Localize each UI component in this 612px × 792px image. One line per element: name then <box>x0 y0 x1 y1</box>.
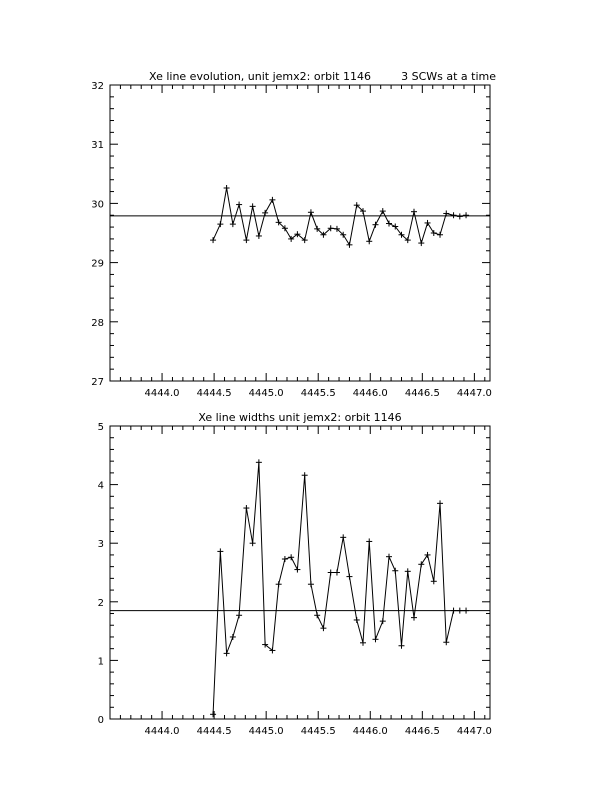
panel2-y-tick-label: 3 <box>97 539 104 551</box>
panel1-title-right: 3 SCWs at a time <box>401 70 496 83</box>
panel2-data-point <box>334 570 340 576</box>
panel2-data-point <box>372 636 378 642</box>
panel1-data-point <box>346 242 352 248</box>
panel2-data-point <box>282 556 288 562</box>
panel1-data-point <box>451 212 457 218</box>
panel2-plot-frame <box>110 426 490 719</box>
panel1-series-line <box>213 188 466 245</box>
panel2-data-point <box>210 711 216 717</box>
panel1-data-point <box>236 202 242 208</box>
panel2-data-point <box>399 643 405 649</box>
panel2-data-point <box>392 568 398 574</box>
panel2-data-point <box>224 650 230 656</box>
panel2-data-point <box>360 640 366 646</box>
panel1-data-point <box>386 221 392 227</box>
panel1-x-tick-label: 4445.0 <box>248 388 284 399</box>
panel2-data-point <box>302 472 308 478</box>
panel2-data-point <box>437 500 443 506</box>
panel1-data-point <box>243 237 249 243</box>
panel1-data-point <box>269 197 275 203</box>
panel2-data-point <box>243 505 249 511</box>
panel2-data-point <box>256 459 262 465</box>
panel2-y-tick-label: 0 <box>97 715 104 726</box>
panel2-data-point <box>320 625 326 631</box>
panel2-y-tick-label: 4 <box>97 480 104 492</box>
panel2-data-point <box>380 618 386 624</box>
panel1-data-point <box>230 221 236 227</box>
panel2-y-tick-label: 5 <box>97 422 104 433</box>
panel2-data-point <box>425 552 431 558</box>
panel1-data-point <box>411 209 417 215</box>
panel2-data-point <box>308 581 314 587</box>
panel2-data-point <box>354 617 360 623</box>
panel1-data-point <box>425 220 431 226</box>
panel2-x-tick-label: 4445.0 <box>248 726 284 737</box>
panel1-data-point <box>437 232 443 238</box>
panel1-data-point <box>217 221 223 227</box>
panel1-x-tick-label: 4446.5 <box>404 388 440 399</box>
panel1-y-tick-label: 30 <box>91 199 104 211</box>
panel2-x-tick-label: 4445.5 <box>300 726 336 737</box>
panel2-x-tick-label: 4444.0 <box>144 726 180 737</box>
panel2-y-tick-label: 2 <box>97 597 104 609</box>
panel2-x-tick-label: 4447.0 <box>456 726 492 737</box>
panel1-x-tick-label: 4445.5 <box>300 388 336 399</box>
panel2-data-point <box>457 608 463 614</box>
panel2-data-point <box>217 548 223 554</box>
panel2-data-point <box>431 578 437 584</box>
panel2-data-point <box>328 570 334 576</box>
panel1-x-tick-label: 4447.0 <box>456 388 492 399</box>
panel2-series-line <box>213 462 466 714</box>
panel2-data-point <box>463 608 469 614</box>
panel2-data-point <box>250 540 256 546</box>
panel2-y-tick-label: 1 <box>97 656 104 668</box>
panel2-data-point <box>276 581 282 587</box>
panel2-data-point <box>340 534 346 540</box>
panel2-data-point <box>236 612 242 618</box>
panel1-data-point <box>380 208 386 214</box>
panel2-data-point <box>411 615 417 621</box>
panel2-data-point <box>386 554 392 560</box>
panel1-y-tick-label: 27 <box>91 377 104 388</box>
panel1-data-point <box>372 222 378 228</box>
panel1-title: Xe line evolution, unit jemx2: orbit 1146 <box>149 70 371 83</box>
panel2-x-tick-label: 4446.0 <box>352 726 388 737</box>
panel1-data-point <box>366 238 372 244</box>
panel2-x-tick-label: 4444.5 <box>196 726 232 737</box>
panel2-title: Xe line widths unit jemx2: orbit 1146 <box>198 411 402 424</box>
panel2-data-point <box>230 634 236 640</box>
panel1-y-tick-label: 28 <box>91 317 104 329</box>
panel1-y-tick-label: 32 <box>91 81 104 92</box>
panel1-data-point <box>308 209 314 215</box>
panel2-data-point <box>366 538 372 544</box>
panel1-y-tick-label: 31 <box>91 140 104 152</box>
panel2-data-point <box>418 561 424 567</box>
panel1-data-point <box>418 240 424 246</box>
panel2-x-tick-label: 4446.5 <box>404 726 440 737</box>
panel1-x-tick-label: 4444.5 <box>196 388 232 399</box>
panel2-data-point <box>405 568 411 574</box>
panel1-data-point <box>256 233 262 239</box>
panel1-x-tick-label: 4446.0 <box>352 388 388 399</box>
panel1-data-point <box>463 212 469 218</box>
panel2-data-point <box>443 639 449 645</box>
panel1-data-point <box>262 210 268 216</box>
panel1-x-tick-label: 4444.0 <box>144 388 180 399</box>
panel2-data-point <box>451 608 457 614</box>
panel1-data-point <box>250 203 256 209</box>
panel1-data-point <box>224 185 230 191</box>
panel2-data-point <box>346 574 352 580</box>
panel1-data-point <box>457 213 463 219</box>
panel2-data-point <box>294 567 300 573</box>
panel1-data-point <box>431 230 437 236</box>
panel1-data-point <box>210 237 216 243</box>
panel2-data-point <box>288 554 294 560</box>
panel1-y-tick-label: 29 <box>91 258 104 270</box>
panel2-data-point <box>314 612 320 618</box>
